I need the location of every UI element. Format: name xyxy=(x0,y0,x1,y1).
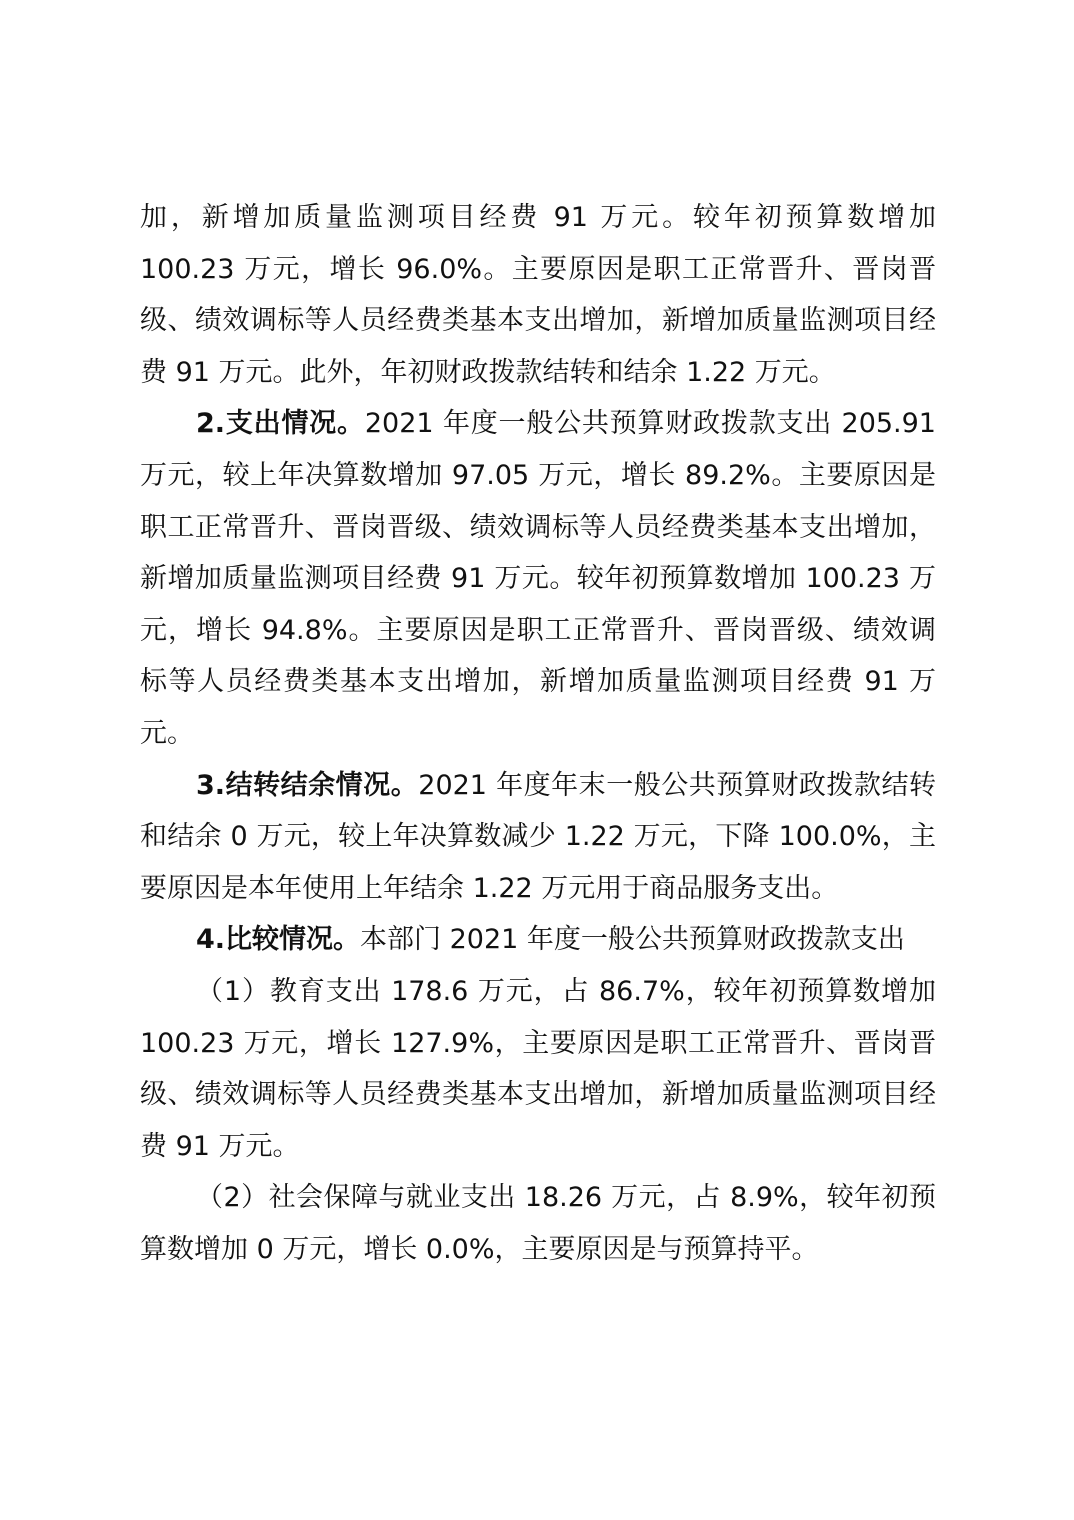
paragraph-social-security-expenditure xyxy=(140,1172,936,1275)
paragraph-budget-continuation xyxy=(140,192,936,398)
paragraph-education-expenditure xyxy=(140,966,936,1172)
section-heading-carryover: 3.结转结余情况。 xyxy=(196,769,419,801)
document-body xyxy=(140,192,936,1275)
paragraph-text: 2021 年度年末一般公共预算财政拨款结转和结余 0 万元，较上年决算数减少 1.22 万元，下降 100.0%，主要原因是本年使用上年结余 1.22 万元用于商品服务支出。 xyxy=(140,769,936,904)
paragraph-text: （2）社会保障与就业支出 18.26 万元，占 8.9%，较年初预算数增加 0 万元，增长 0.0%，主要原因是与预算持平。 xyxy=(140,1182,936,1265)
paragraph-text: 本部门 2021 年度一般公共预算财政拨款支出 xyxy=(360,924,905,956)
paragraph-text: （1）教育支出 178.6 万元，占 86.7%，较年初预算数增加 100.23 万元，增长 127.9%，主要原因是职工正常晋升、晋岗晋级、绩效调标等人员经费类基本支出增加，新增加质量监测项目经费 91 万元。 xyxy=(140,975,936,1162)
paragraph-comparison xyxy=(140,914,936,966)
section-heading-expenditure: 2.支出情况。 xyxy=(196,408,365,440)
paragraph-text: 2021 年度一般公共预算财政拨款支出 205.91 万元，较上年决算数增加 97.05 万元，增长 89.2%。主要原因是职工正常晋升、晋岗晋级、绩效调标等人员经费类基本支出增加，新增加质量监测项目经费 91 万元。较年初预算数增加 100.23 万元，增长 94.8%。主要原因是职工正常晋升、晋岗晋级、绩效调标等人员经费类基本支出增加，新增加质量监测项目经费 91 万元。 xyxy=(140,408,936,749)
paragraph-carryover xyxy=(140,760,936,915)
paragraph-expenditure xyxy=(140,398,936,759)
paragraph-text: 加，新增加质量监测项目经费 91 万元。较年初预算数增加 100.23 万元，增长 96.0%。主要原因是职工正常晋升、晋岗晋级、绩效调标等人员经费类基本支出增加，新增加质量监测项目经费 91 万元。此外，年初财政拨款结转和结余 1.22 万元。 xyxy=(140,202,936,388)
section-heading-comparison: 4.比较情况。 xyxy=(196,924,361,956)
